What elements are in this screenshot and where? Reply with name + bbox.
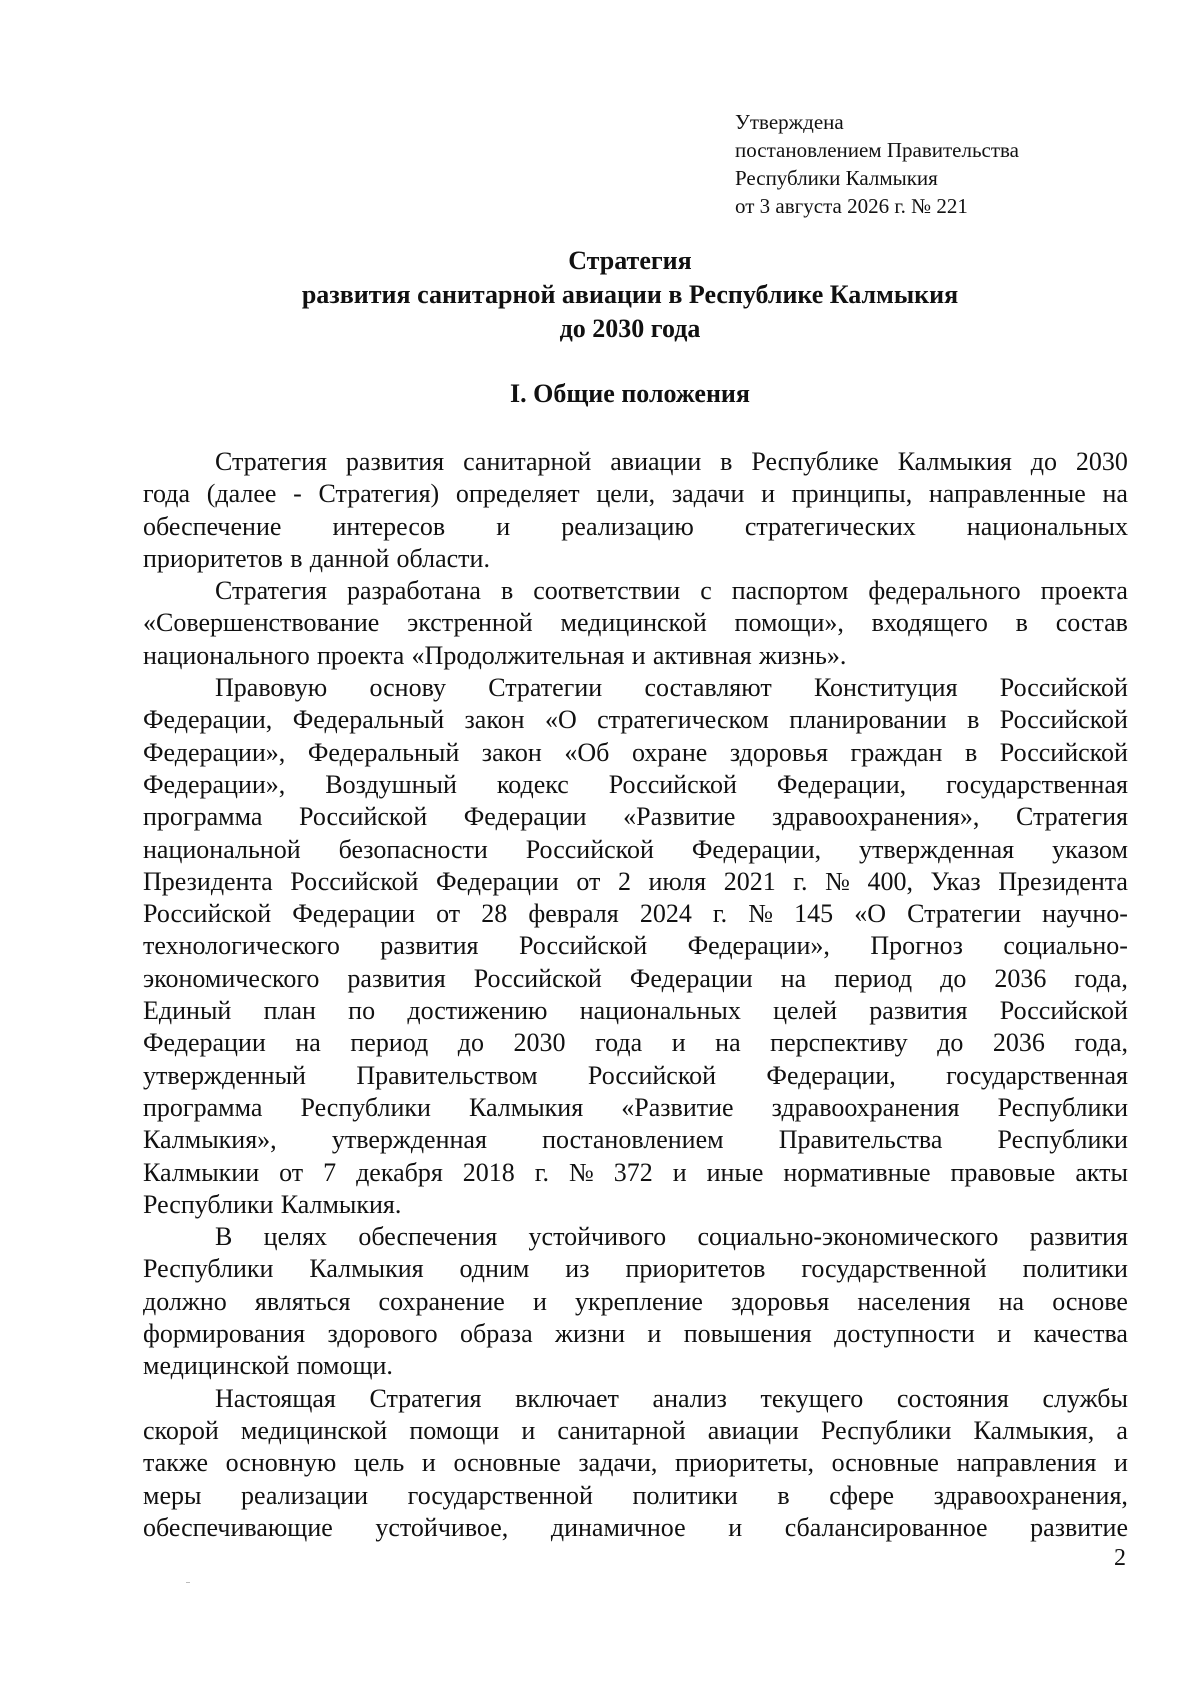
- paragraph-line: Республики Калмыкия.: [143, 1189, 402, 1219]
- paragraph-line: Федерации на период до 2030 года и на перспективу до 2036 года,: [143, 1028, 1128, 1058]
- body-text: [143, 446, 1128, 1544]
- paragraph-line: должно являться сохранение и укрепление здоровья населения на основе: [143, 1286, 1128, 1316]
- paragraph-line: экономического развития Российской Федерации на период до 2036 года,: [143, 963, 1128, 993]
- paragraph-line: Единый план по достижению национальных целей развития Российской: [143, 996, 1128, 1026]
- title-line: до 2030 года: [559, 314, 701, 343]
- title-line: Стратегия: [568, 246, 692, 275]
- paragraph-line: В целях обеспечения устойчивого социально-экономического развития: [215, 1222, 1128, 1252]
- paragraph-line: программа Российской Федерации «Развитие здравоохранения», Стратегия: [143, 802, 1128, 832]
- paragraph-line: Республики Калмыкия одним из приоритетов государственной политики: [143, 1254, 1128, 1284]
- paragraph-line: утвержденный Правительством Российской Федерации, государственная: [143, 1060, 1128, 1090]
- approval-line: от 3 августа 2026 г. № 221: [735, 194, 968, 218]
- paragraph-line: Калмыкии от 7 декабря 2018 г. № 372 и иные нормативные правовые акты: [143, 1157, 1128, 1187]
- paragraph: [143, 672, 1128, 1221]
- page-number: 2: [1114, 1545, 1126, 1571]
- paragraph-line: Стратегия развития санитарной авиации в Республике Калмыкия до 2030: [215, 447, 1128, 476]
- paragraph-line: национального проекта «Продолжительная и активная жизнь».: [143, 640, 847, 670]
- approval-line: постановлением Правительства: [735, 138, 1020, 162]
- approval-line: Утверждена: [735, 110, 844, 134]
- paragraph-line: Калмыкия», утвержденная постановлением Правительства Республики: [143, 1125, 1128, 1155]
- paragraph-line: скорой медицинской помощи и санитарной авиации Республики Калмыкия, а: [143, 1415, 1128, 1445]
- scan-artifact: [186, 1582, 190, 1583]
- approval-line: Республики Калмыкия: [735, 166, 938, 190]
- document-title: [140, 244, 1120, 346]
- paragraph-line: национальной безопасности Российской Федерации, утвержденная указом: [143, 834, 1128, 864]
- paragraph-line: формирования здорового образа жизни и повышения доступности и качества: [143, 1319, 1128, 1349]
- paragraph-line: Федерации, Федеральный закон «О стратегическом планировании в Российской: [143, 705, 1128, 735]
- paragraph-line: обеспечение интересов и реализацию стратегических национальных: [143, 511, 1128, 541]
- paragraph-line: Российской Федерации от 28 февраля 2024 г. № 145 «О Стратегии научно-: [143, 899, 1128, 929]
- paragraph-line: приоритетов в данной области.: [143, 543, 490, 573]
- paragraph-line: медицинской помощи.: [143, 1351, 393, 1381]
- paragraph-line: программа Республики Калмыкия «Развитие здравоохранения Республики: [143, 1092, 1128, 1122]
- paragraph-line: года (далее - Стратегия) определяет цели, задачи и принципы, направленные на: [143, 479, 1128, 509]
- paragraph-line: меры реализации государственной политики в сфере здравоохранения,: [143, 1480, 1128, 1510]
- paragraph: [143, 575, 1128, 672]
- paragraph-line: технологического развития Российской Федерации», Прогноз социально-: [143, 931, 1128, 961]
- paragraph: [143, 446, 1128, 575]
- paragraph-line: также основную цель и основные задачи, приоритеты, основные направления и: [143, 1448, 1128, 1478]
- paragraph-line: Федерации», Федеральный закон «Об охране здоровья граждан в Российской: [143, 737, 1128, 767]
- paragraph-line: Настоящая Стратегия включает анализ текущего состояния службы: [215, 1383, 1128, 1413]
- paragraph-line: Стратегия разработана в соответствии с паспортом федерального проекта: [215, 576, 1128, 606]
- paragraph: [143, 1221, 1128, 1382]
- approval-stamp: [735, 108, 1019, 220]
- paragraph-line: Президента Российской Федерации от 2 июля 2021 г. № 400, Указ Президента: [143, 866, 1128, 896]
- title-line: развития санитарной авиации в Республике Калмыкия: [301, 280, 959, 309]
- paragraph-line: «Совершенствование экстренной медицинской помощи», входящего в состав: [143, 608, 1128, 638]
- paragraph-line: Правовую основу Стратегии составляют Конституция Российской: [215, 673, 1128, 703]
- paragraph-line: обеспечивающие устойчивое, динамичное и сбалансированное развитие: [143, 1512, 1128, 1542]
- paragraph-line: Федерации», Воздушный кодекс Российской Федерации, государственная: [143, 769, 1128, 799]
- section-heading: I. Общие положения: [510, 379, 750, 408]
- paragraph: [143, 1383, 1128, 1544]
